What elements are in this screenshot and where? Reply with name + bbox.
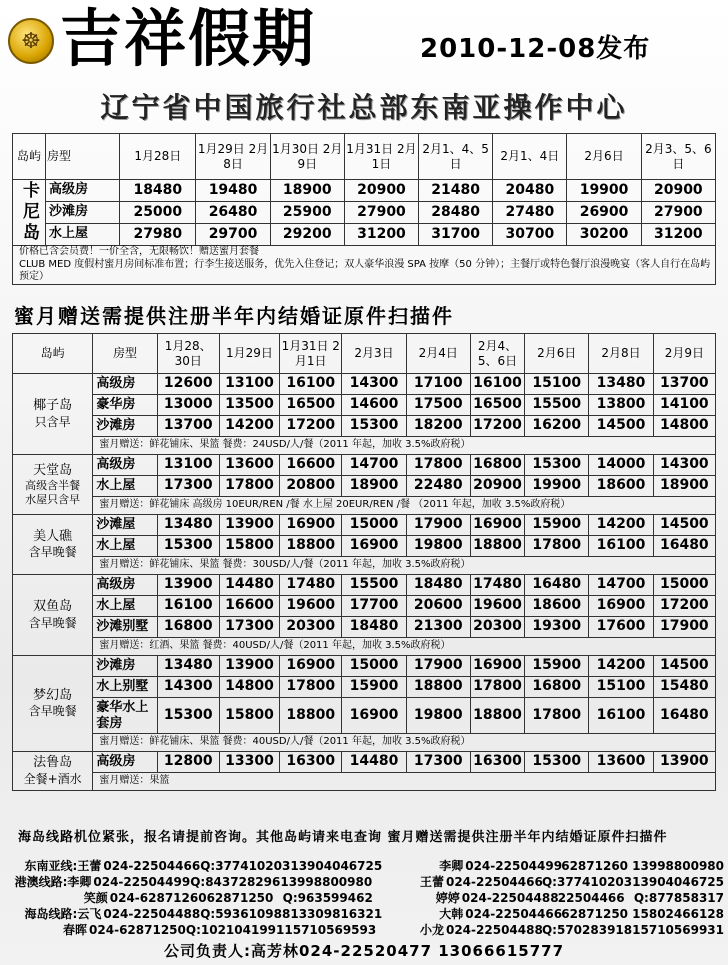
room-type: 豪华水上套房 [93, 698, 157, 734]
island-name: 椰子岛 [33, 398, 73, 414]
header-date: 1月29日 2月8日 [196, 134, 270, 180]
price-cell: 14480 [219, 575, 279, 596]
room-type: 水上屋 [93, 536, 157, 557]
price-cell: 13600 [589, 752, 653, 773]
price-cell: 16100 [470, 374, 524, 395]
table-header-row [13, 334, 716, 374]
price-cell: 18480 [120, 180, 196, 202]
room-type: 高级房 [93, 455, 157, 476]
contact-field: 李卿 [439, 859, 464, 873]
price-cell: 17300 [406, 752, 470, 773]
contact-row [14, 922, 724, 938]
price-cell: 20900 [641, 180, 715, 202]
price-cell: 16300 [470, 752, 524, 773]
contact-field: 024-22504488 [103, 907, 201, 921]
organization-title: 辽宁省中国旅行社总部东南亚操作中心 [100, 91, 628, 124]
price-cell: 13100 [219, 374, 279, 395]
contact-field: Q:593610988 [200, 907, 291, 921]
price-cell: 20300 [470, 617, 524, 638]
contact-field: 62871250 [561, 907, 629, 921]
contact-field: 024-22504499 [465, 859, 563, 873]
header-date: 2月6日 [525, 334, 589, 374]
price-cell: 17600 [589, 617, 653, 638]
price-cell: 16500 [470, 395, 524, 416]
note-row [13, 773, 716, 791]
contact-field: 15710569593 [284, 923, 377, 937]
kani-price-table [12, 133, 716, 285]
price-cell: 14000 [589, 455, 653, 476]
island-cell [13, 656, 93, 752]
price-cell: 27980 [120, 224, 196, 246]
note-row [13, 557, 716, 575]
price-cell: 20800 [280, 476, 342, 497]
price-cell: 16900 [470, 656, 524, 677]
honeymoon-note: 蜜月赠送：果篮 [93, 773, 716, 791]
price-cell: 22480 [406, 476, 470, 497]
price-cell: 20900 [470, 476, 524, 497]
price-cell: 18600 [525, 596, 589, 617]
price-cell: 30200 [567, 224, 641, 246]
section-title: 蜜月赠送需提供注册半年内结婚证原件扫描件 [14, 304, 454, 328]
contact-field: 024-22504466 [445, 875, 543, 889]
price-cell: 13800 [589, 395, 653, 416]
contact-field: Q:877858317 [633, 891, 724, 905]
contact-row [14, 906, 724, 922]
price-cell: 20600 [406, 596, 470, 617]
table-row [13, 476, 716, 497]
price-cell: 15900 [525, 656, 589, 677]
price-cell: 15900 [342, 677, 406, 698]
contact-field: 王蕾 [419, 875, 444, 889]
meal-plan-2: 水屋只含早 [25, 492, 81, 506]
price-cell: 18800 [470, 536, 524, 557]
header-room: 房型 [93, 334, 157, 374]
island-cell [13, 575, 93, 656]
price-cell: 13900 [219, 656, 279, 677]
contact-field: 024-22504499 [93, 875, 191, 889]
contact-field: 小龙 [419, 923, 444, 937]
note-row [13, 437, 716, 455]
price-cell: 17800 [525, 698, 589, 734]
room-type: 高级房 [93, 575, 157, 596]
price-cell: 15500 [525, 395, 589, 416]
price-cell: 13600 [219, 455, 279, 476]
contact-field: Q:843728296 [190, 875, 281, 889]
table-row [13, 455, 716, 476]
price-cell: 19800 [406, 536, 470, 557]
contact-field: 春晖 [63, 923, 88, 937]
price-cell: 18900 [270, 180, 344, 202]
price-cell: 16300 [280, 752, 342, 773]
island-cell [13, 752, 93, 791]
island-name: 法鲁岛 [33, 755, 73, 771]
room-type: 沙滩房 [45, 202, 119, 224]
note-row [13, 638, 716, 656]
room-type: 水上屋 [93, 596, 157, 617]
price-cell: 19900 [525, 476, 589, 497]
contact-field: 62871260 [561, 859, 629, 873]
contact-field: Q:1021041991 [185, 923, 285, 937]
price-cell: 20900 [344, 180, 418, 202]
room-type: 高级房 [45, 180, 119, 202]
price-cell: 18900 [342, 476, 406, 497]
price-cell: 16800 [470, 455, 524, 476]
price-cell: 18800 [470, 698, 524, 734]
note-row [13, 734, 716, 752]
header-date: 2月3日 [342, 334, 406, 374]
contact-field: 13998800980 [632, 859, 724, 873]
islands-price-table [12, 333, 716, 791]
price-cell: 13480 [157, 656, 219, 677]
contact-field: 东南亚线:王蕾 [24, 859, 102, 873]
price-cell: 13480 [589, 374, 653, 395]
price-cell: 16900 [589, 596, 653, 617]
price-cell: 17900 [406, 656, 470, 677]
room-type: 豪华房 [93, 395, 157, 416]
price-cell: 16100 [280, 374, 342, 395]
room-type: 沙滩屋 [93, 515, 157, 536]
table-row [13, 180, 716, 202]
price-cell: 18480 [406, 575, 470, 596]
table-row [13, 656, 716, 677]
price-cell: 13900 [219, 515, 279, 536]
contact-row [14, 890, 724, 906]
price-cell: 17480 [280, 575, 342, 596]
island-name: 美人礁 [33, 528, 73, 544]
island-name: 卡尼岛 [13, 180, 46, 246]
price-cell: 18900 [653, 476, 715, 497]
price-cell: 17200 [470, 416, 524, 437]
price-cell: 15300 [157, 698, 219, 734]
price-cell: 18800 [406, 677, 470, 698]
honeymoon-note: 蜜月赠送：鲜花铺床、果篮 餐费：24USD/人/餐（2011 年起，加收 3.5%政府税） [93, 437, 716, 455]
price-cell: 16600 [280, 455, 342, 476]
contact-field: 13998800980 [280, 875, 373, 889]
island-cell [13, 374, 93, 455]
price-cell: 14600 [342, 395, 406, 416]
price-cell: 31200 [641, 224, 715, 246]
contact-field: 婷婷 [435, 891, 460, 905]
contact-field: 62871250 [206, 891, 274, 905]
price-cell: 17300 [219, 617, 279, 638]
price-cell: 27480 [493, 202, 567, 224]
price-cell: 17800 [525, 536, 589, 557]
room-type: 沙滩房 [93, 416, 157, 437]
room-type: 沙滩房 [93, 656, 157, 677]
price-cell: 12800 [157, 752, 219, 773]
island-name: 双鱼岛 [33, 599, 73, 615]
contact-field: 大韩 [439, 907, 464, 921]
contact-field: Q:570283918 [541, 923, 633, 937]
price-cell: 15300 [525, 455, 589, 476]
honeymoon-note: 蜜月赠送：鲜花铺床、果篮 餐费：40USD/人/餐（2011 年起，加收 3.5%政府税） [93, 734, 716, 752]
price-cell: 29200 [270, 224, 344, 246]
header-date: 1月28、30日 [157, 334, 219, 374]
price-cell: 17800 [470, 677, 524, 698]
price-cell: 15000 [342, 656, 406, 677]
header-date: 2月4、5、6日 [470, 334, 524, 374]
price-cell: 21300 [406, 617, 470, 638]
price-cell: 17500 [406, 395, 470, 416]
price-cell: 17100 [406, 374, 470, 395]
price-cell: 15800 [219, 536, 279, 557]
price-cell: 18200 [406, 416, 470, 437]
contact-field: Q:377410203 [541, 875, 633, 889]
price-cell: 31200 [344, 224, 418, 246]
price-cell: 15300 [157, 536, 219, 557]
contact-field: 13309816321 [290, 907, 383, 921]
price-cell: 14300 [653, 455, 715, 476]
contact-field: 15802466128 [632, 907, 724, 921]
price-cell: 26480 [196, 202, 270, 224]
price-cell: 13100 [157, 455, 219, 476]
price-cell: 15300 [342, 416, 406, 437]
contact-row [14, 858, 724, 874]
header-date: 1月31日 2月1日 [280, 334, 342, 374]
price-cell: 19900 [567, 180, 641, 202]
price-cell: 16800 [157, 617, 219, 638]
price-cell: 17800 [219, 476, 279, 497]
price-cell: 13500 [219, 395, 279, 416]
meal-plan: 含早晚餐 [28, 615, 77, 630]
price-cell: 15100 [525, 374, 589, 395]
price-cell: 19480 [196, 180, 270, 202]
price-cell: 16900 [280, 656, 342, 677]
contact-field: 024-22504466 [103, 859, 201, 873]
contact-list [14, 858, 724, 938]
price-cell: 15300 [525, 752, 589, 773]
meal-plan: 高级含半餐 [25, 478, 81, 492]
table-row [13, 202, 716, 224]
price-cell: 12600 [157, 374, 219, 395]
price-cell: 14800 [653, 416, 715, 437]
contact-field: 13904046725 [632, 875, 724, 889]
price-cell: 18480 [342, 617, 406, 638]
room-type: 水上屋 [93, 476, 157, 497]
price-cell: 14480 [342, 752, 406, 773]
price-cell: 18800 [280, 536, 342, 557]
price-cell: 20300 [280, 617, 342, 638]
contact-field: 024-22504488 [445, 923, 543, 937]
price-cell: 16200 [525, 416, 589, 437]
price-cell: 13900 [653, 752, 715, 773]
meal-plan: 含早晚餐 [28, 545, 77, 560]
price-cell: 18600 [589, 476, 653, 497]
price-cell: 18800 [280, 698, 342, 734]
contact-field: Q:963599462 [282, 891, 373, 905]
price-cell: 14200 [219, 416, 279, 437]
header-date: 2月3、5、6日 [641, 134, 715, 180]
price-cell: 14800 [219, 677, 279, 698]
price-cell: 14500 [653, 656, 715, 677]
price-cell: 20480 [493, 180, 567, 202]
contact-field: Q:377410203 [200, 859, 291, 873]
price-cell: 30700 [493, 224, 567, 246]
table-row [13, 515, 716, 536]
price-cell: 28480 [419, 202, 493, 224]
price-cell: 13000 [157, 395, 219, 416]
price-cell: 27900 [641, 202, 715, 224]
price-cell: 16900 [342, 536, 406, 557]
table-row [13, 374, 716, 395]
price-cell: 17900 [653, 617, 715, 638]
header-island: 岛屿 [13, 134, 46, 180]
island-name: 天堂岛 [33, 462, 73, 478]
package-note: CLUB MED 度假村蜜月房间标准布置；行李生接送服务，优先入住登记；双人豪华浪漫 SPA 按摩（50 分钟）；主餐厅或特色餐厅浪漫晚宴（客人自行在岛屿预定） [13, 259, 716, 285]
price-cell: 14700 [589, 575, 653, 596]
table-row [13, 752, 716, 773]
price-cell: 16900 [470, 515, 524, 536]
island-name: 梦幻岛 [33, 687, 73, 703]
header-date: 2月8日 [589, 334, 653, 374]
price-cell: 13480 [157, 515, 219, 536]
price-cell: 19300 [525, 617, 589, 638]
room-type: 水上别墅 [93, 677, 157, 698]
buddha-logo-icon: ☸ [8, 18, 54, 64]
price-cell: 17300 [157, 476, 219, 497]
brand-title: 吉祥假期 [60, 2, 317, 75]
contact-field: 笑颜 [83, 891, 108, 905]
price-cell: 13900 [157, 575, 219, 596]
contact-field: 15710569931 [632, 923, 724, 937]
price-cell: 27900 [344, 202, 418, 224]
price-cell: 17800 [280, 677, 342, 698]
price-cell: 16900 [280, 515, 342, 536]
room-type: 高级房 [93, 374, 157, 395]
contact-field: 海岛线路:云飞 [24, 907, 102, 921]
header-date: 2月4日 [406, 334, 470, 374]
price-cell: 16480 [653, 698, 715, 734]
price-cell: 16900 [342, 698, 406, 734]
header-date: 2月1、4、5日 [419, 134, 493, 180]
table-row [13, 617, 716, 638]
price-cell: 17900 [406, 515, 470, 536]
price-cell: 17800 [406, 455, 470, 476]
table-row [13, 677, 716, 698]
price-cell: 17200 [280, 416, 342, 437]
price-cell: 14700 [342, 455, 406, 476]
price-cell: 16100 [589, 698, 653, 734]
price-cell: 14500 [653, 515, 715, 536]
room-type: 沙滩别墅 [93, 617, 157, 638]
note-row [13, 497, 716, 515]
price-cell: 15100 [589, 677, 653, 698]
responsible-person: 公司负责人:高芳林024-22520477 13066615777 [163, 942, 565, 960]
header-room: 房型 [45, 134, 119, 180]
price-cell: 16480 [525, 575, 589, 596]
header-date: 2月1、4日 [493, 134, 567, 180]
footer-notice: 海岛线路机位紧张，报名请提前咨询。其他岛屿请来电查询 蜜月赠送需提供注册半年内结婚证原件扫描件 [18, 830, 668, 845]
header-date: 1月28日 [120, 134, 196, 180]
table-row [13, 416, 716, 437]
price-cell: 17700 [342, 596, 406, 617]
header-date: 2月9日 [653, 334, 715, 374]
table-row [13, 224, 716, 246]
price-cell: 14300 [342, 374, 406, 395]
price-cell: 21480 [419, 180, 493, 202]
price-cell: 13300 [219, 752, 279, 773]
price-cell: 16480 [653, 536, 715, 557]
table-row [13, 395, 716, 416]
price-cell: 19800 [406, 698, 470, 734]
price-cell: 13700 [653, 374, 715, 395]
island-cell [13, 515, 93, 575]
header-date: 1月29日 [219, 334, 279, 374]
table-row [13, 536, 716, 557]
price-cell: 13700 [157, 416, 219, 437]
price-cell: 16800 [525, 677, 589, 698]
price-cell: 16500 [280, 395, 342, 416]
price-cell: 15000 [653, 575, 715, 596]
honeymoon-note: 蜜月赠送：鲜花铺床 高级房 10EUR/REN /餐 水上屋 20EUR/REN /餐 （2011 年起，加收 3.5%政府税） [93, 497, 716, 515]
price-cell: 14500 [589, 416, 653, 437]
table-row [13, 575, 716, 596]
contact-field: 港澳线路:李卿 [14, 875, 92, 889]
price-cell: 14200 [589, 656, 653, 677]
publish-date: 2010-12-08发布 [420, 34, 651, 64]
meal-plan: 全餐+酒水 [23, 771, 82, 786]
price-cell: 14300 [157, 677, 219, 698]
table-header-row [13, 134, 716, 180]
header-date: 1月31日 2月1日 [344, 134, 418, 180]
price-cell: 17480 [470, 575, 524, 596]
price-cell: 19600 [470, 596, 524, 617]
honeymoon-note: 蜜月赠送：红酒、果篮 餐费：40USD/人/餐（2011 年起，加收 3.5%政府税） [93, 638, 716, 656]
price-cell: 17200 [653, 596, 715, 617]
contact-field: 13904046725 [290, 859, 383, 873]
price-cell: 14100 [653, 395, 715, 416]
price-cell: 14200 [589, 515, 653, 536]
price-cell: 31700 [419, 224, 493, 246]
contact-field: 024-22504466 [465, 907, 563, 921]
price-cell: 16100 [589, 536, 653, 557]
price-cell: 19600 [280, 596, 342, 617]
header-date: 2月6日 [567, 134, 641, 180]
price-cell: 29700 [196, 224, 270, 246]
contact-field: 024-22504488 [461, 891, 559, 905]
honeymoon-note: 蜜月赠送：鲜花铺床、果篮 餐费：30USD/人/餐（2011 年起，加收 3.5%政府税） [93, 557, 716, 575]
header-island: 岛屿 [13, 334, 93, 374]
note-row [13, 246, 716, 259]
contact-field: 024-62871260 [109, 891, 207, 905]
price-cell: 15500 [342, 575, 406, 596]
price-cell: 15800 [219, 698, 279, 734]
room-type: 高级房 [93, 752, 157, 773]
price-cell: 16600 [219, 596, 279, 617]
island-cell [13, 455, 93, 515]
note-row [13, 259, 716, 285]
meal-plan: 含早晚餐 [28, 704, 77, 719]
package-note: 价格已含会员费！一价全含，无限畅饮！赠送蜜月套餐 [13, 246, 716, 259]
contact-field: 22504466 [557, 891, 625, 905]
price-cell: 15000 [342, 515, 406, 536]
table-row [13, 698, 716, 734]
price-cell: 26900 [567, 202, 641, 224]
price-cell: 25000 [120, 202, 196, 224]
contact-field: 024-62871250 [89, 923, 186, 937]
meal-plan: 只含早 [34, 414, 71, 429]
price-cell: 15480 [653, 677, 715, 698]
price-cell: 16100 [157, 596, 219, 617]
contact-row [14, 874, 724, 890]
header-date: 1月30日 2月9日 [270, 134, 344, 180]
room-type: 水上屋 [45, 224, 119, 246]
price-cell: 15900 [525, 515, 589, 536]
table-row [13, 596, 716, 617]
price-cell: 25900 [270, 202, 344, 224]
